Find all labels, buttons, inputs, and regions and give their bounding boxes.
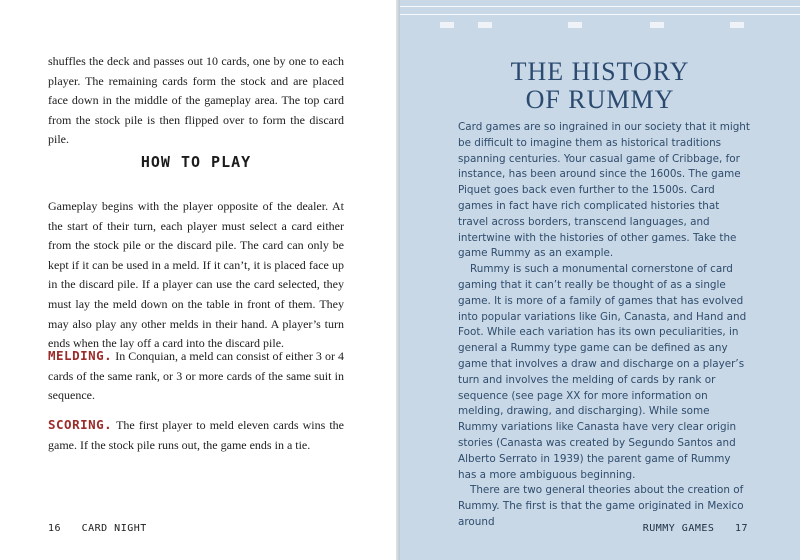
page-title xyxy=(400,58,800,114)
decorative-tick xyxy=(650,22,664,28)
decorative-stripe xyxy=(400,14,800,15)
right-footer xyxy=(643,523,748,534)
history-paragraph-2: Rummy is such a monumental cornerstone of card gaming that it can’t really be thought of as a single game. It is more of a family of games that has evolved into popular variations like Gin, Canasta, and Hand and Foot. While each variation has its own peculiarities, in general a Rummy type game can be defined as any game that involves a draw and discharge on a player’s turn and involves the melding of cards by rank or sequence (see page XX for more information on melding, drawing, and discharging). While some Rummy variations like Canasta have very clear origin stories (Canasta was created by Segundo Santos and Alberto Serrato in 1939) the parent game of Rummy has a more ambiguous beginning. xyxy=(458,263,747,481)
decorative-tick xyxy=(730,22,744,28)
scoring-paragraph xyxy=(48,415,344,455)
title-line-2: OF RUMMY xyxy=(525,85,675,114)
left-page-number: 16 xyxy=(48,523,62,534)
decorative-stripe xyxy=(400,6,800,7)
decorative-header-band xyxy=(400,0,800,34)
melding-text: In Conquian, a meld can consist of either 3 or 4 cards of the same rank, or 3 or more cards of the same suit in sequence. xyxy=(48,349,344,403)
history-paragraph-3: There are two general theories about the creation of Rummy. The first is that the game originated in Mexico around xyxy=(458,484,744,528)
scoring-term: SCORING. xyxy=(48,417,113,432)
intro-paragraph xyxy=(48,52,344,150)
left-footer xyxy=(48,523,147,534)
history-paragraph-1: Card games are so ingrained in our society that it might be difficult to imagine them as historical traditions spanning centuries. Your casual game of Cribbage, for instance, has been around since the 1600s. The game Piquet goes back even further to the 1500s. Card games in fact have rich complicated histories that travel across borders, transcend languages, and intertwine with the histories of other games. Take the game Rummy as an example. xyxy=(458,121,750,260)
gameplay-paragraph xyxy=(48,185,344,366)
right-running-title: RUMMY GAMES xyxy=(642,523,715,534)
intro-text: shuffles the deck and passes out 10 cards, one by one to each player. The remaining cards form the stock and are placed face down in the middle of the gameplay area. The top card from the stock pile is then flipped over to form the discard pile. xyxy=(48,54,344,147)
how-to-play-heading: HOW TO PLAY xyxy=(140,153,252,171)
decorative-tick xyxy=(568,22,582,28)
left-page xyxy=(0,0,398,560)
gameplay-text: Gameplay begins with the player opposite of the dealer. At the start of their turn, each player must select a card either from the stock pile or the discard pile. The card can only be kept if it can be used in a meld. If it can’t, it is placed face up in the discard pile. If a player can use the card selected, they must lay the meld down on the table in front of them. They may also play any other melds in their hand. A player’s turn ends when the lay off a card into the discard pile. xyxy=(48,199,344,351)
scoring-text: The first player to meld eleven cards wins the game. If the stock pile runs out, the game ends in a tie. xyxy=(48,418,344,452)
left-running-title: CARD NIGHT xyxy=(81,523,147,534)
title-line-1: THE HISTORY xyxy=(510,57,690,86)
right-page-number: 17 xyxy=(734,523,748,534)
melding-term: MELDING. xyxy=(48,348,113,363)
history-body xyxy=(458,120,750,531)
melding-paragraph xyxy=(48,346,344,406)
decorative-tick xyxy=(478,22,492,28)
decorative-tick xyxy=(440,22,454,28)
